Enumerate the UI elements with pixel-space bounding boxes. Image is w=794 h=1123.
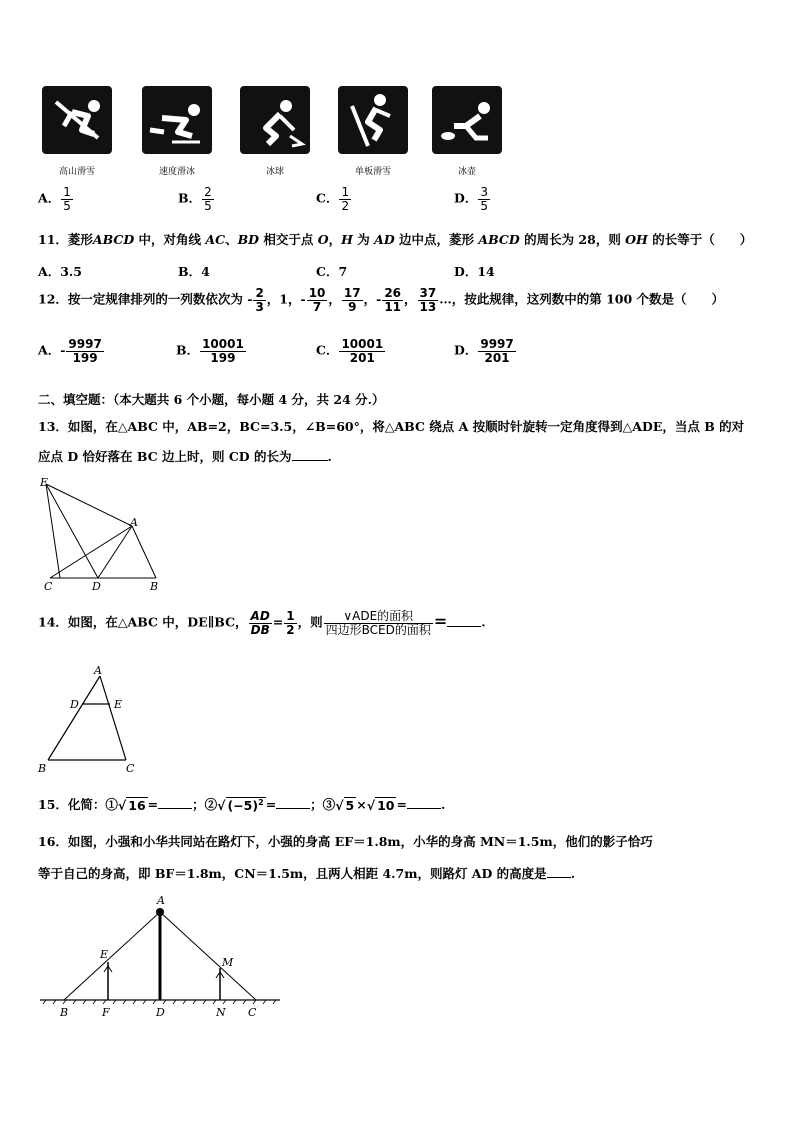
- label-d: D: [156, 1006, 165, 1019]
- q11-option-a[interactable]: A．3.5: [38, 264, 82, 279]
- label-e: E: [100, 948, 109, 961]
- label-e: E: [114, 698, 123, 711]
- label-c: C: [44, 580, 53, 593]
- curling-icon: [432, 86, 502, 154]
- label-b: B: [150, 580, 159, 593]
- q10-option-c[interactable]: C． $\frac{1}{2}$: [316, 185, 350, 213]
- q11-option-c[interactable]: C．7: [316, 264, 348, 279]
- q14-figure: [36, 664, 146, 778]
- q13-stem-line2: 应点 D 恰好落在 BC 边上时，则 CD 的长为 .: [38, 449, 332, 464]
- sport-label: 速度滑冰: [158, 167, 195, 177]
- q13-figure: [36, 474, 166, 594]
- label-e: E: [40, 476, 49, 489]
- q15-stem: 15．化简：①√ 16 = ；②√ $(-5)^2$ = ；③√ 5 ×√ 10 = .: [38, 797, 446, 814]
- q13-stem-line1: 13．如图，在△ABC 中，AB=2，BC=3.5，∠B=60°，将△ABC 绕点 A 按顺时针旋转一定角度得到△ADE，当点 B 的对: [38, 419, 745, 434]
- answer-blank[interactable]: [292, 459, 328, 461]
- answer-blank[interactable]: [407, 807, 441, 809]
- label-m: M: [222, 956, 234, 969]
- q16-stem-line1: 16．如图，小强和小华共同站在路灯下，小强的身高 EF＝1.8m，小华的身高 MN＝1.5m，他们的影子恰巧: [38, 834, 653, 849]
- label-b: B: [60, 1006, 69, 1019]
- q12-option-c[interactable]: C． $\frac{10001}{201}$: [316, 337, 384, 365]
- label-b: B: [38, 762, 47, 775]
- q11-option-b[interactable]: B．4: [178, 264, 210, 279]
- q12-option-b[interactable]: B． $\frac{10001}{199}$: [176, 337, 244, 365]
- sport-label: 单板滑雪: [354, 167, 391, 177]
- label-c: C: [126, 762, 135, 775]
- q10-option-b[interactable]: B． $\frac{2}{5}$: [178, 185, 212, 213]
- answer-blank[interactable]: [547, 876, 571, 878]
- sport-label: 冰球: [265, 167, 284, 177]
- label-d: D: [92, 580, 101, 593]
- section-heading: 二、填空题：（本大题共 6 个小题，每小题 4 分，共 24 分.）: [38, 392, 385, 407]
- q11-stem: 11．菱形ABCD 中，对角线 AC、BD 相交于点 O，H 为 AD 边中点，菱形 ABCD 的周长为 28，则 OH 的长等于（ ）: [38, 232, 753, 247]
- q10-option-a[interactable]: A． $\frac{1}{5}$: [38, 185, 71, 213]
- label-f: F: [102, 1006, 110, 1019]
- q12-option-a[interactable]: A．- $\frac{9997}{199}$: [38, 337, 102, 365]
- ice-hockey-icon: [240, 86, 310, 154]
- answer-blank[interactable]: [276, 807, 310, 809]
- label-a: A: [94, 664, 102, 677]
- snowboard-icon: [338, 86, 408, 154]
- q12-option-d[interactable]: D． $\frac{9997}{201}$: [454, 337, 514, 365]
- label-n: N: [216, 1006, 226, 1019]
- alpine-skiing-icon: [42, 86, 112, 154]
- speed-skating-icon: [142, 86, 212, 154]
- q14-stem: 14．如图，在△ABC 中，DE∥BC， $\frac{AD}{DB}$ = $\frac{1}{2}$ ，则 $\frac{\text{∨ADE的面积}}{\text{四边形BCED的面积}}$ = .: [38, 609, 486, 637]
- sport-label: 高山滑雪: [58, 167, 95, 177]
- q11-option-d[interactable]: D．14: [454, 264, 495, 279]
- label-c: C: [248, 1006, 257, 1019]
- answer-blank[interactable]: [158, 807, 192, 809]
- q16-stem-line2: 等于自己的身高，即 BF＝1.8m，CN＝1.5m，且两人相距 4.7m，则路灯 AD 的高度是 .: [38, 866, 576, 881]
- label-a: A: [130, 516, 138, 529]
- q10-option-d[interactable]: D． $\frac{3}{5}$: [454, 185, 488, 213]
- label-d: D: [70, 698, 79, 711]
- label-a: A: [157, 894, 165, 907]
- answer-blank[interactable]: [447, 625, 481, 627]
- sport-label: 冰壶: [457, 167, 476, 177]
- q12-stem: 12．按一定规律排列的一列数依次为 - $\frac{2}{3}$ ，1，- $\frac{10}{7}$ ， $\frac{17}{9}$ ，- $\frac{26}{11}$ ， $\frac{37}{13}$ …，按此规律，这列数中的第 100 个数是（ ）: [38, 286, 725, 314]
- q16-figure: [36, 892, 286, 1022]
